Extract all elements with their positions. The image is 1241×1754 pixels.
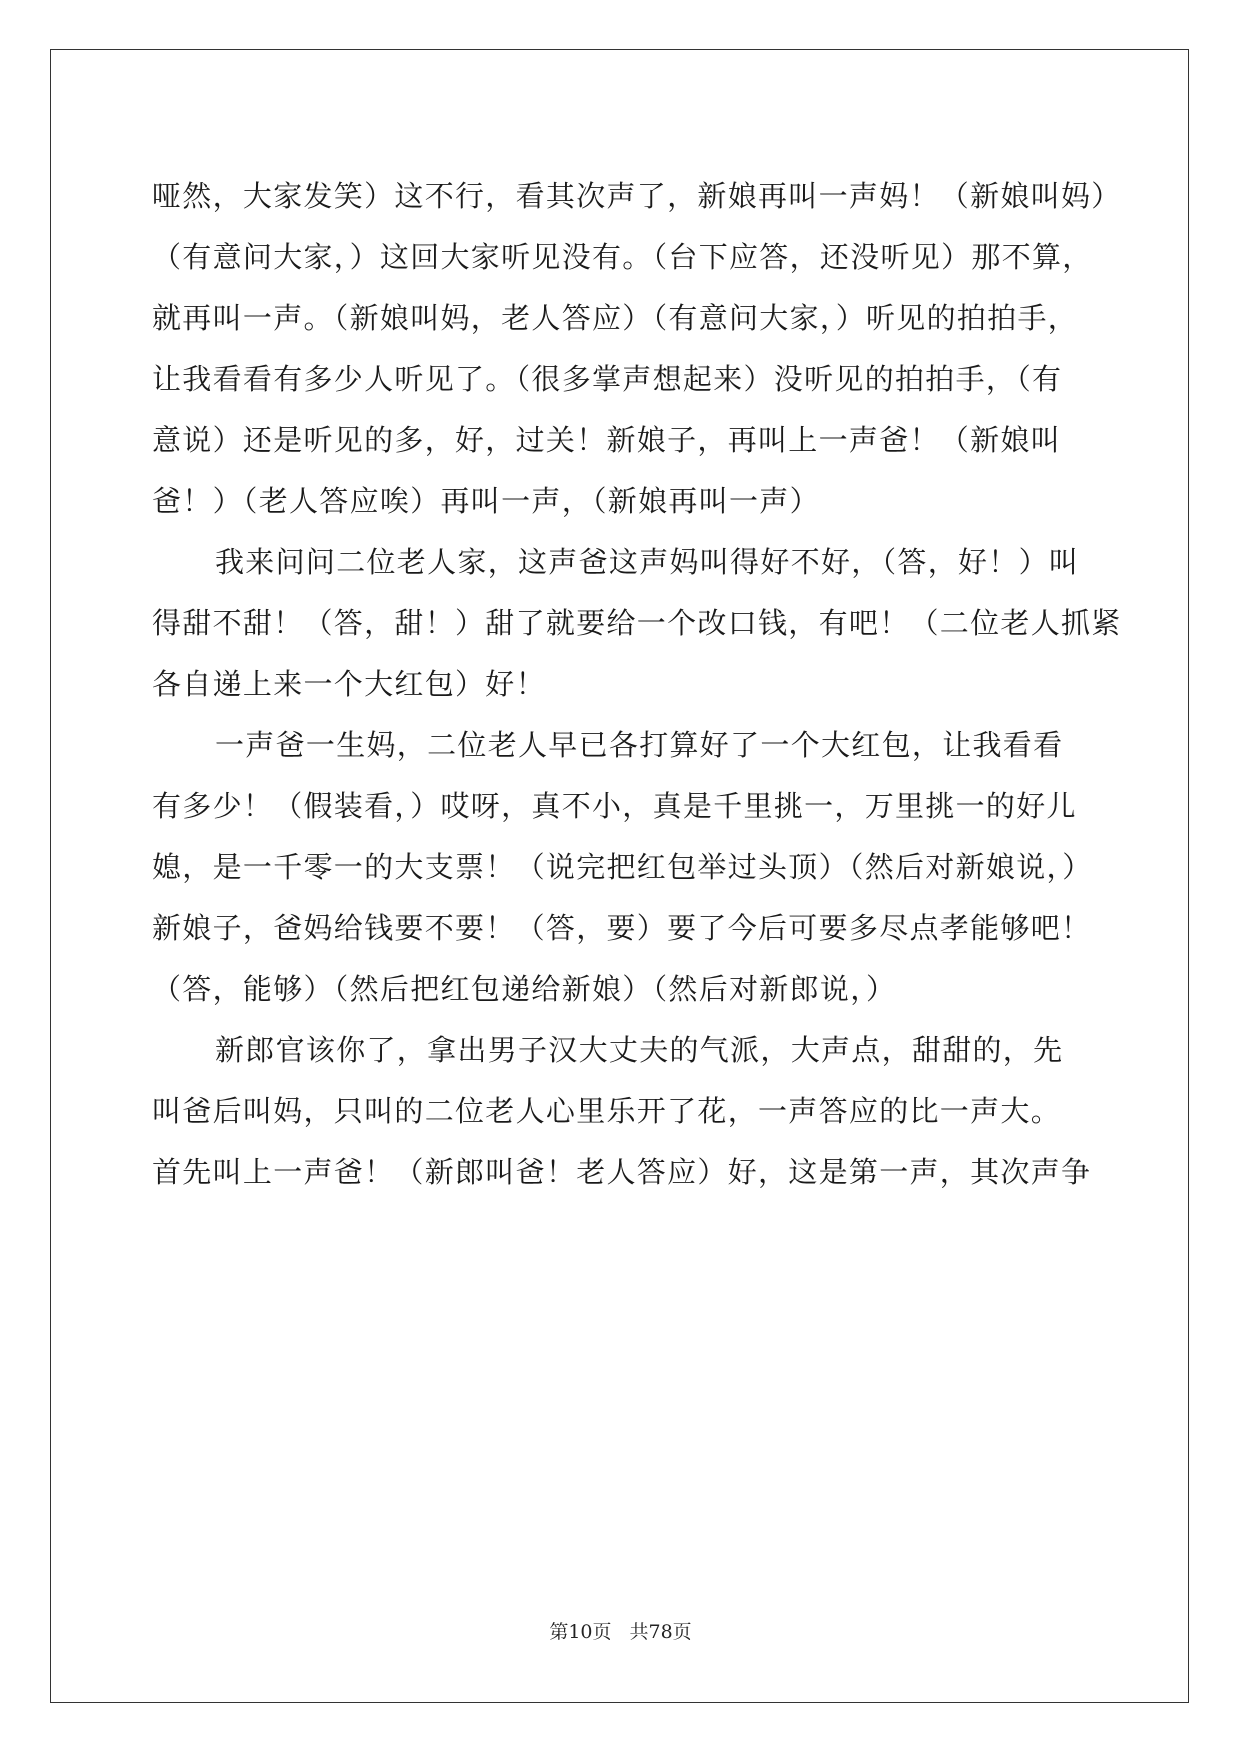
- text-line: 有多少！（假装看，）哎呀，真不小，真是千里挑一，万里挑一的好儿: [152, 789, 1077, 823]
- text-line: 意说）还是听见的多，好，过关！新娘子，再叫上一声爸！（新娘叫: [152, 423, 1062, 457]
- paragraph-2: [152, 532, 1122, 715]
- text-line: 首先叫上一声爸！（新郎叫爸！老人答应）好，这是第一声，其次声争: [152, 1155, 1092, 1189]
- text-line: 叫爸后叫妈，只叫的二位老人心里乐开了花，一声答应的比一声大。: [152, 1094, 1062, 1128]
- text-line: 我来问问二位老人家，这声爸这声妈叫得好不好，（答，好！）叫: [215, 545, 1080, 579]
- text-line: 得甜不甜！（答，甜！）甜了就要给一个改口钱，有吧！（二位老人抓紧: [152, 606, 1122, 640]
- text-line: 哑然，大家发笑）这不行，看其次声了，新娘再叫一声妈！（新娘叫妈）: [152, 179, 1122, 213]
- paragraph-4: [152, 1020, 1092, 1203]
- document-body: [152, 166, 1122, 1203]
- text-line: （有意问大家，）这回大家听见没有。（台下应答，还没听见）那不算，: [152, 240, 1093, 274]
- text-line: （答，能够）（然后把红包递给新娘）（然后对新郎说，）: [152, 972, 897, 1006]
- page-total: 共78页: [629, 1621, 692, 1643]
- paragraph-1: [152, 166, 1122, 532]
- text-line: 一声爸一生妈，二位老人早已各打算好了一个大红包，让我看看: [215, 728, 1064, 762]
- page-footer: [0, 1617, 1241, 1644]
- text-line: 爸！）（老人答应唉）再叫一声，（新娘再叫一声）: [152, 484, 820, 518]
- text-line: 各自递上来一个大红包）好！: [152, 667, 546, 701]
- paragraph-3: [152, 715, 1092, 1020]
- text-line: 就再叫一声。（新娘叫妈，老人答应）（有意问大家，）听见的拍拍手，: [152, 301, 1079, 335]
- text-line: 让我看看有多少人听见了。（很多掌声想起来）没听见的拍拍手，（有: [152, 362, 1063, 396]
- text-line: 新郎官该你了，拿出男子汉大丈夫的气派，大声点，甜甜的，先: [215, 1033, 1064, 1067]
- page-number: 第10页: [549, 1621, 612, 1643]
- text-line: 新娘子，爸妈给钱要不要！（答，要）要了今后可要多尽点孝能够吧！: [152, 911, 1092, 945]
- text-line: 媳，是一千零一的大支票！（说完把红包举过头顶）（然后对新娘说，）: [152, 850, 1093, 884]
